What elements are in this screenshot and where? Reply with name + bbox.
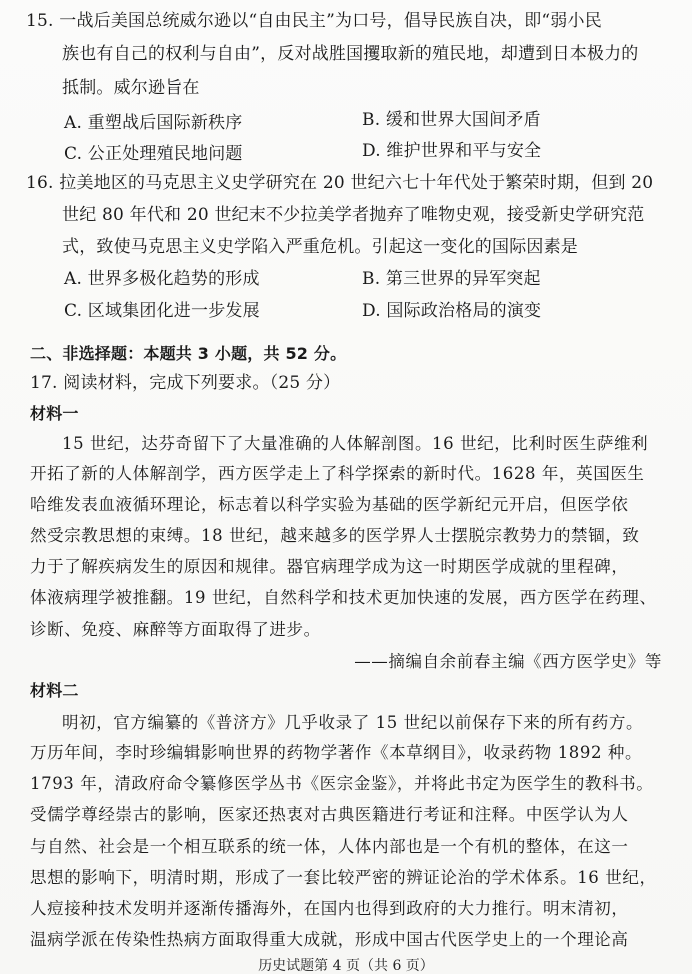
q15-line-3: 抵制。威尔逊旨在 [62,78,200,98]
q17-stem: 17. 阅读材料，完成下列要求。（25 分） [30,373,341,393]
material-2-line: 思想的影响下，明清时期，形成了一套比较严密的辨证论治的学术体系。16 世纪， [30,868,657,887]
q16-line-1: 16. 拉美地区的马克思主义史学研究在 20 世纪六七十年代处于繁荣时期，但到 20 [26,173,654,193]
page-footer: 历史试题第 4 页（共 6 页） [258,958,434,974]
material-1-line: 哈维发表血液循环理论，标志着以科学实验为基础的医学新纪元开启，但医学依 [30,495,629,514]
q15-option-c: C. 公正处理殖民地问题 [64,144,243,164]
material-1-line: 15 世纪，达芬奇留下了大量准确的人体解剖图。16 世纪，比利时医生萨维利 [62,434,649,453]
q15-option-a: A. 重塑战后国际新秩序 [64,113,243,133]
q16-option-c: C. 区域集团化进一步发展 [64,301,260,321]
material-1-line: 开拓了新的人体解剖学，西方医学走上了科学探索的新时代。1628 年，英国医生 [30,464,645,483]
q16-option-b: B. 第三世界的异军突起 [362,269,541,289]
q15-line-1: 15. 一战后美国总统威尔逊以“自由民主”为口号，倡导民族自决，即“弱小民 [26,11,602,31]
material-2-line: 明初，官方编纂的《普济方》几乎收录了 15 世纪以前保存下来的所有药方。 [62,713,644,732]
material-1-line: 体液病理学被推翻。19 世纪，自然科学和技术更加快速的发展，西方医学在药理、 [30,588,657,607]
q15-option-b: B. 缓和世界大国间矛盾 [362,110,541,130]
q16-option-d: D. 国际政治格局的演变 [362,301,542,321]
material-2-line: 与自然、社会是一个相互联系的统一体，人体内部也是一个有机的整体，在这一 [30,837,629,856]
material-2-line: 温病学派在传染性热病方面取得重大成就，形成中国古代医学史上的一个理论高 [30,930,629,949]
q16-line-3: 式，致使马克思主义史学陷入严重危机。引起这一变化的国际因素是 [62,237,578,257]
material-1-line: 诊断、免疫、麻醉等方面取得了进步。 [30,620,321,639]
q15-option-d: D. 维护世界和平与安全 [362,141,542,161]
q16-line-2: 世纪 80 年代和 20 世纪末不少拉美学者抛弃了唯物史观，接受新史学研究范 [62,205,645,225]
material-1-heading: 材料一 [30,404,79,423]
q15-line-2: 族也有自己的权利与自由”，反对战胜国攫取新的殖民地，却遭到日本极力的 [62,44,639,64]
q16-option-a: A. 世界多极化趋势的形成 [64,269,260,289]
material-2-line: 人痘接种技术发明并逐渐传播海外，在国内也得到政府的大力推行。明末清初， [30,899,629,918]
material-1-source: ——摘编自余前春主编《西方医学史》等 [354,652,662,671]
material-1-line: 然受宗教思想的束缚。18 世纪，越来越多的医学界人士摆脱宗教势力的禁锢，致 [30,526,640,545]
material-2-heading: 材料二 [30,681,79,700]
material-2-line: 1793 年，清政府命令纂修医学丛书《医宗金鉴》，并将此书定为医学生的教科书。 [30,774,654,793]
section-2-title: 二、非选择题：本题共 3 小题，共 52 分。 [30,344,347,363]
material-2-line: 万历年间，李时珍编辑影响世界的药物学著作《本草纲目》，收录药物 1892 种。 [30,743,643,762]
material-1-line: 力于了解疾病发生的原因和规律。器官病理学成为这一时期医学成就的里程碑， [30,557,629,576]
material-2-line: 受儒学尊经崇古的影响，医家还热衷对古典医籍进行考证和注释。中医学认为人 [30,805,629,824]
